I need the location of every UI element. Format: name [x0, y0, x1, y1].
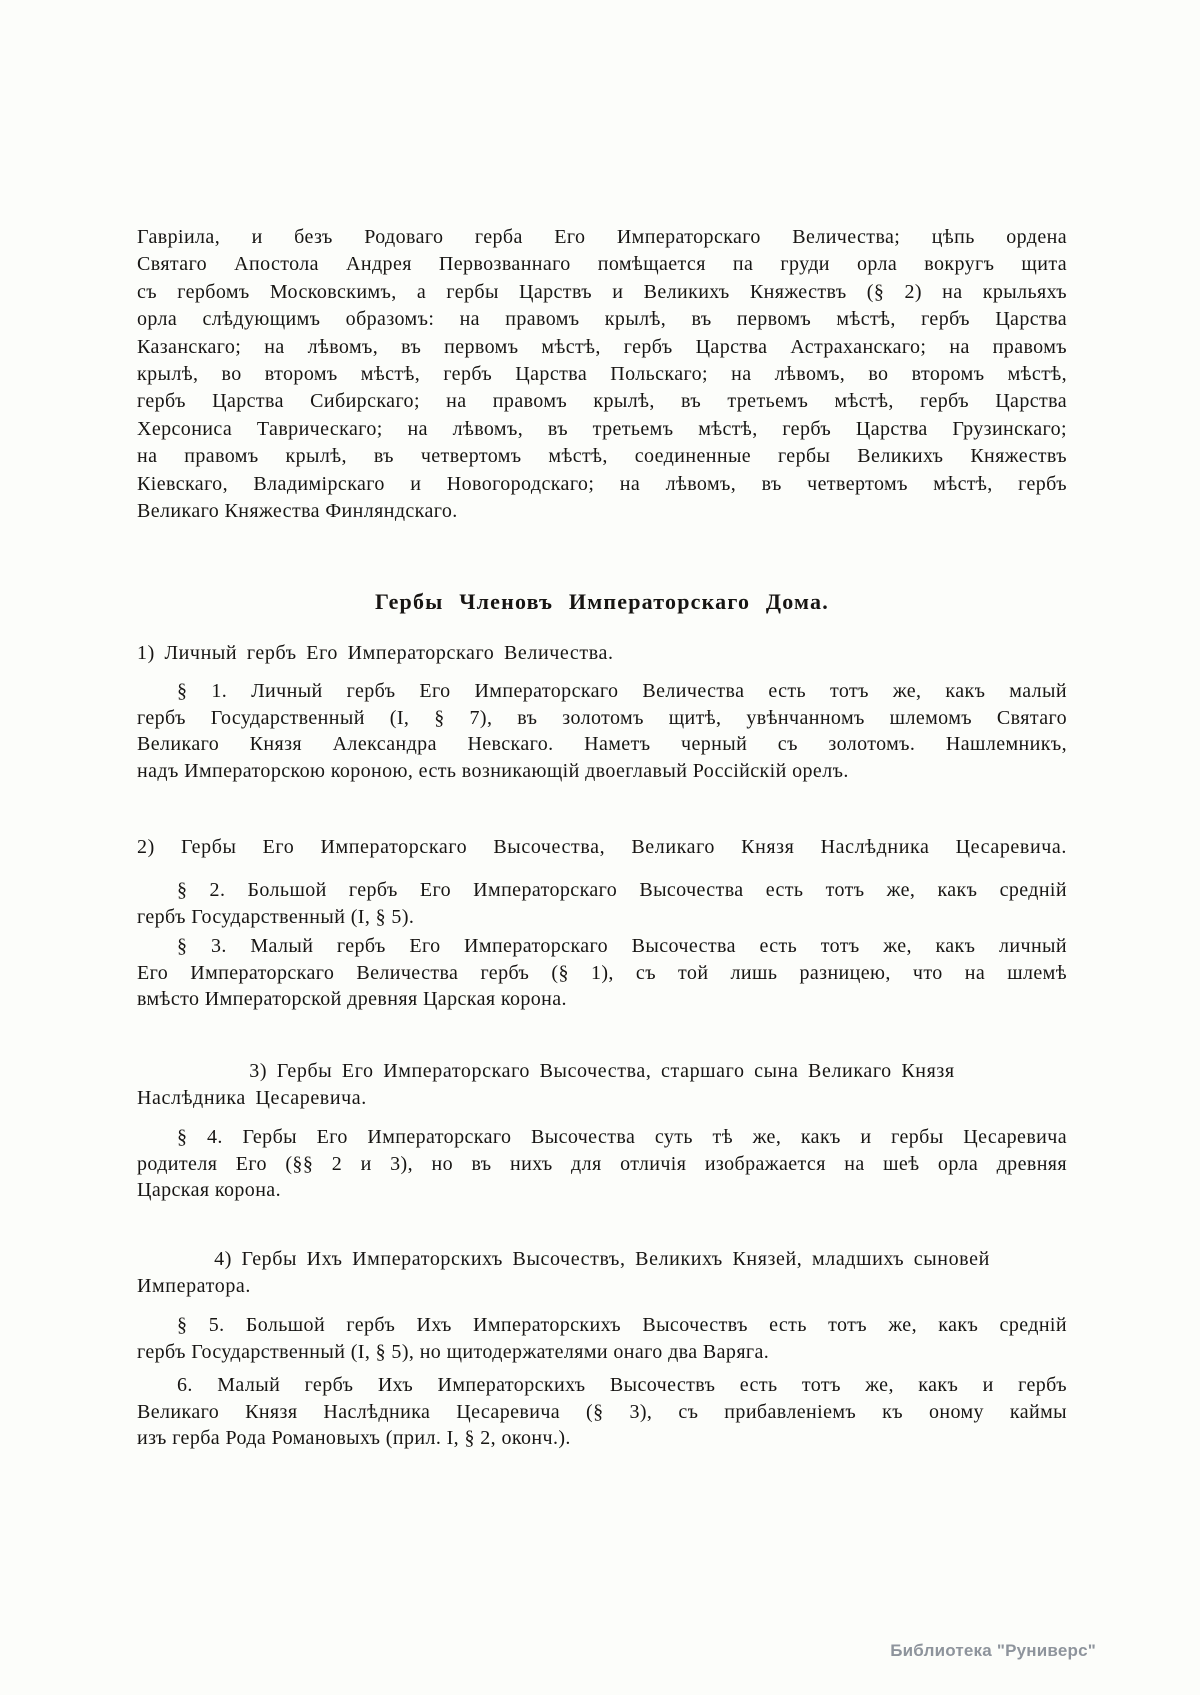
intro-paragraph: Гавріила, и безъ Родоваго герба Его Императорскаго Величества; цѣпь ордена Святаго Апостола Андрея Первозваннаго помѣщается па груди орла вокругъ щита съ гербомъ Московскимъ, а гербы Царствъ и Великихъ Княжествъ (§ 2) на крыльяхъ орла слѣдующимъ образомъ: на правомъ крылѣ, въ первомъ мѣстѣ, гербъ Царства Казанскаго; на лѣвомъ, въ первомъ мѣстѣ, гербъ Царства Астраханскаго; на правомъ крылѣ, во второмъ мѣстѣ, гербъ Царства Польскаго; на лѣвомъ, во второмъ мѣстѣ, гербъ Царства Сибирскаго; на правомъ крылѣ, въ третьемъ мѣстѣ, гербъ Царства Херсониса Таврическаго; на лѣвомъ, въ третьемъ мѣстѣ, гербъ Царства Грузинскаго; на правомъ крылѣ, въ четвертомъ мѣстѣ, соединенные гербы Великихъ Княжествъ Кіевскаго, Владимірскаго и Новогородскаго; на лѣвомъ, въ четвертомъ мѣстѣ, гербъ Великаго Княжества Финляндскаго.	[137, 226, 1067, 523]
section-1-heading: 1) Личный гербъ Его Императорскаго Величества.	[137, 642, 614, 664]
section-3-paragraph-1: § 4. Гербы Его Императорскаго Высочества суть тѣ же, какъ и гербы Цесаревича родителя Его (§§ 2 и 3), но въ нихъ для отличія изображается на шеѣ орла древняя Царская корона.	[137, 1126, 1067, 1201]
library-watermark: Библиотека "Руниверс"	[890, 1641, 1096, 1660]
section-2-paragraph-1: § 2. Большой гербъ Его Императорскаго Высочества есть тотъ же, какъ средній гербъ Государственный (I, § 5).	[137, 879, 1067, 928]
section-2-paragraph-2: § 3. Малый гербъ Его Императорскаго Высочества есть тотъ же, какъ личный Его Императорскаго Величества гербъ (§ 1), съ той лишь разницею, что на шлемѣ вмѣсто Императорской древняя Царская корона.	[137, 935, 1067, 1010]
main-heading: Гербы Членовъ Императорскаго Дома.	[375, 589, 829, 614]
section-1-paragraph-1: § 1. Личный гербъ Его Императорскаго Величества есть тотъ же, какъ малый гербъ Государственный (I, § 7), въ золотомъ щитѣ, увѣнчанномъ шлемомъ Святаго Великаго Князя Александра Невскаго. Наметъ черный съ золотомъ. Нашлемникъ, надъ Императорскою короною, есть возникающій двоеглавый Россійскій орелъ.	[137, 680, 1067, 782]
section-4-paragraph-2: 6. Малый гербъ Ихъ Императорскихъ Высочествъ есть тотъ же, какъ и гербъ Великаго Князя Наслѣдника Цесаревича (§ 3), съ прибавленіемъ къ оному каймы изъ герба Рода Романовыхъ (прил. I, § 2, оконч.).	[137, 1374, 1067, 1449]
section-4-paragraph-1: § 5. Большой гербъ Ихъ Императорскихъ Высочествъ есть тотъ же, какъ средній гербъ Государственный (I, § 5), но щитодержателями онаго два Варяга.	[137, 1314, 1067, 1363]
section-2-heading: 2) Гербы Его Императорскаго Высочества, Великаго Князя Наслѣдника Цесаревича.	[137, 836, 1067, 858]
section-4-heading: 4) Гербы Ихъ Императорскихъ Высочествъ, Великихъ Князей, младшихъ сыновей Императора.	[137, 1248, 990, 1298]
section-3-heading: 3) Гербы Его Императорскаго Высочества, старшаго сына Великаго Князя Наслѣдника Цесаревича.	[137, 1060, 955, 1110]
